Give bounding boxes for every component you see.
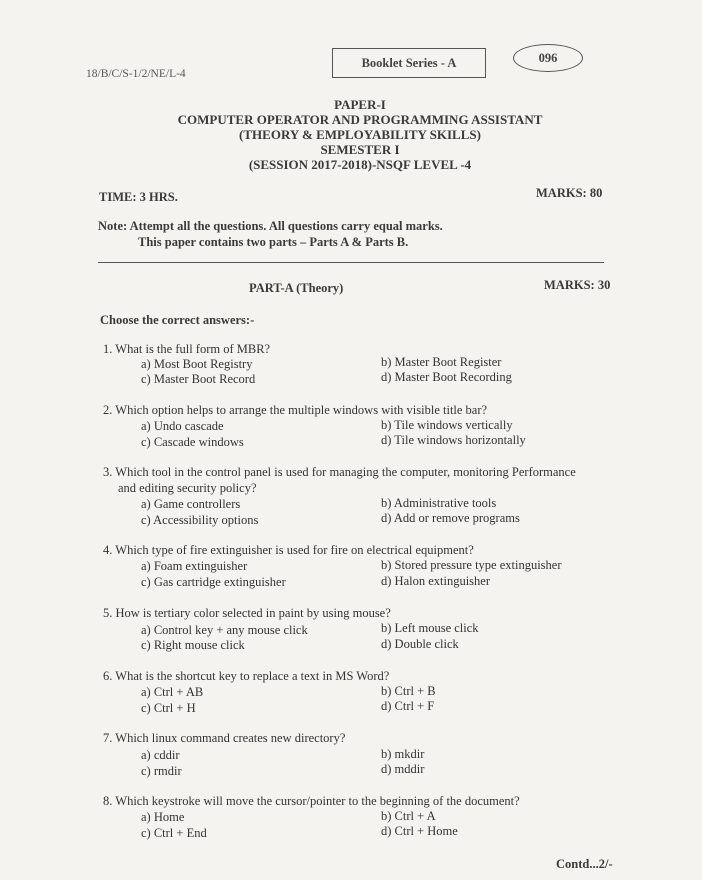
question-1: 1. What is the full form of MBR? [103, 342, 271, 356]
q5-option-a: a) Control key + any mouse click [141, 623, 308, 637]
paper-title: PAPER-I [334, 97, 386, 112]
q1-option-b: b) Master Boot Register [381, 355, 502, 369]
course-title: COMPUTER OPERATOR AND PROGRAMMING ASSISTANT [177, 112, 543, 127]
q6-option-c: c) Ctrl + H [141, 701, 196, 715]
semester-title: SEMESTER I [320, 142, 400, 157]
q7-option-b: b) mkdir [381, 747, 425, 761]
serial-number: 096 [538, 50, 558, 65]
divider-line [98, 262, 604, 263]
part-a-marks: MARKS: 30 [544, 278, 611, 292]
q6-option-d: d) Ctrl + F [381, 699, 435, 713]
continued-label: Contd...2/- [556, 857, 613, 871]
q8-option-a: a) Home [141, 810, 185, 824]
q2-option-d: d) Tile windows horizontally [381, 433, 526, 447]
q5-option-c: c) Right mouse click [141, 638, 245, 652]
session-title: (SESSION 2017-2018)-NSQF LEVEL -4 [248, 157, 472, 172]
question-3-cont: and editing security policy? [118, 481, 257, 495]
q1-option-a: a) Most Boot Registry [141, 357, 253, 371]
q4-option-a: a) Foam extinguisher [141, 559, 248, 573]
q5-option-d: d) Double click [381, 637, 459, 651]
q6-option-b: b) Ctrl + B [381, 684, 436, 698]
booklet-series-label: Booklet Series - A [361, 55, 457, 70]
q8-option-b: b) Ctrl + A [381, 809, 436, 823]
note-line-2: This paper contains two parts – Parts A & Parts B. [138, 235, 409, 249]
q8-option-c: c) Ctrl + End [141, 826, 207, 840]
question-8: 8. Which keystroke will move the cursor/pointer to the beginning of the document? [103, 794, 520, 808]
q2-option-b: b) Tile windows vertically [381, 418, 513, 432]
q7-option-c: c) rmdir [141, 764, 182, 778]
exam-time: TIME: 3 HRS. [99, 190, 178, 204]
q3-option-a: a) Game controllers [141, 497, 241, 511]
q3-option-b: b) Administrative tools [381, 496, 497, 510]
question-4: 4. Which type of fire extinguisher is used for fire on electrical equipment? [103, 543, 474, 557]
question-6: 6. What is the shortcut key to replace a text in MS Word? [103, 669, 390, 683]
course-subtitle: (THEORY & EMPLOYABILITY SKILLS) [239, 127, 481, 142]
q6-option-a: a) Ctrl + AB [141, 685, 204, 699]
q4-option-c: c) Gas cartridge extinguisher [141, 575, 286, 589]
q5-option-b: b) Left mouse click [381, 621, 479, 635]
booklet-series-box [332, 48, 486, 78]
q2-option-c: c) Cascade windows [141, 435, 244, 449]
question-3: 3. Which tool in the control panel is used for managing the computer, monitoring Performance [103, 465, 576, 479]
q1-option-d: d) Master Boot Recording [381, 370, 512, 384]
instruction: Choose the correct answers:- [100, 313, 255, 327]
q3-option-d: d) Add or remove programs [381, 511, 520, 525]
total-marks: MARKS: 80 [536, 186, 603, 200]
q4-option-b: b) Stored pressure type extinguisher [381, 558, 562, 572]
question-5: 5. How is tertiary color selected in paint by using mouse? [103, 606, 391, 620]
q3-option-c: c) Accessibility options [141, 513, 259, 527]
q1-option-c: c) Master Boot Record [141, 372, 256, 386]
serial-number-oval [513, 44, 583, 72]
q7-option-a: a) cddir [141, 748, 180, 762]
q2-option-a: a) Undo cascade [141, 419, 224, 433]
q7-option-d: d) mddir [381, 762, 425, 776]
question-2: 2. Which option helps to arrange the multiple windows with visible title bar? [103, 403, 488, 417]
note-line-1: Note: Attempt all the questions. All questions carry equal marks. [98, 219, 443, 233]
q4-option-d: d) Halon extinguisher [381, 574, 491, 588]
part-a-title: PART-A (Theory) [249, 281, 344, 295]
q8-option-d: d) Ctrl + Home [381, 824, 458, 838]
question-7: 7. Which linux command creates new directory? [103, 731, 346, 745]
paper-code: 18/B/C/S-1/2/NE/L-4 [86, 68, 186, 80]
